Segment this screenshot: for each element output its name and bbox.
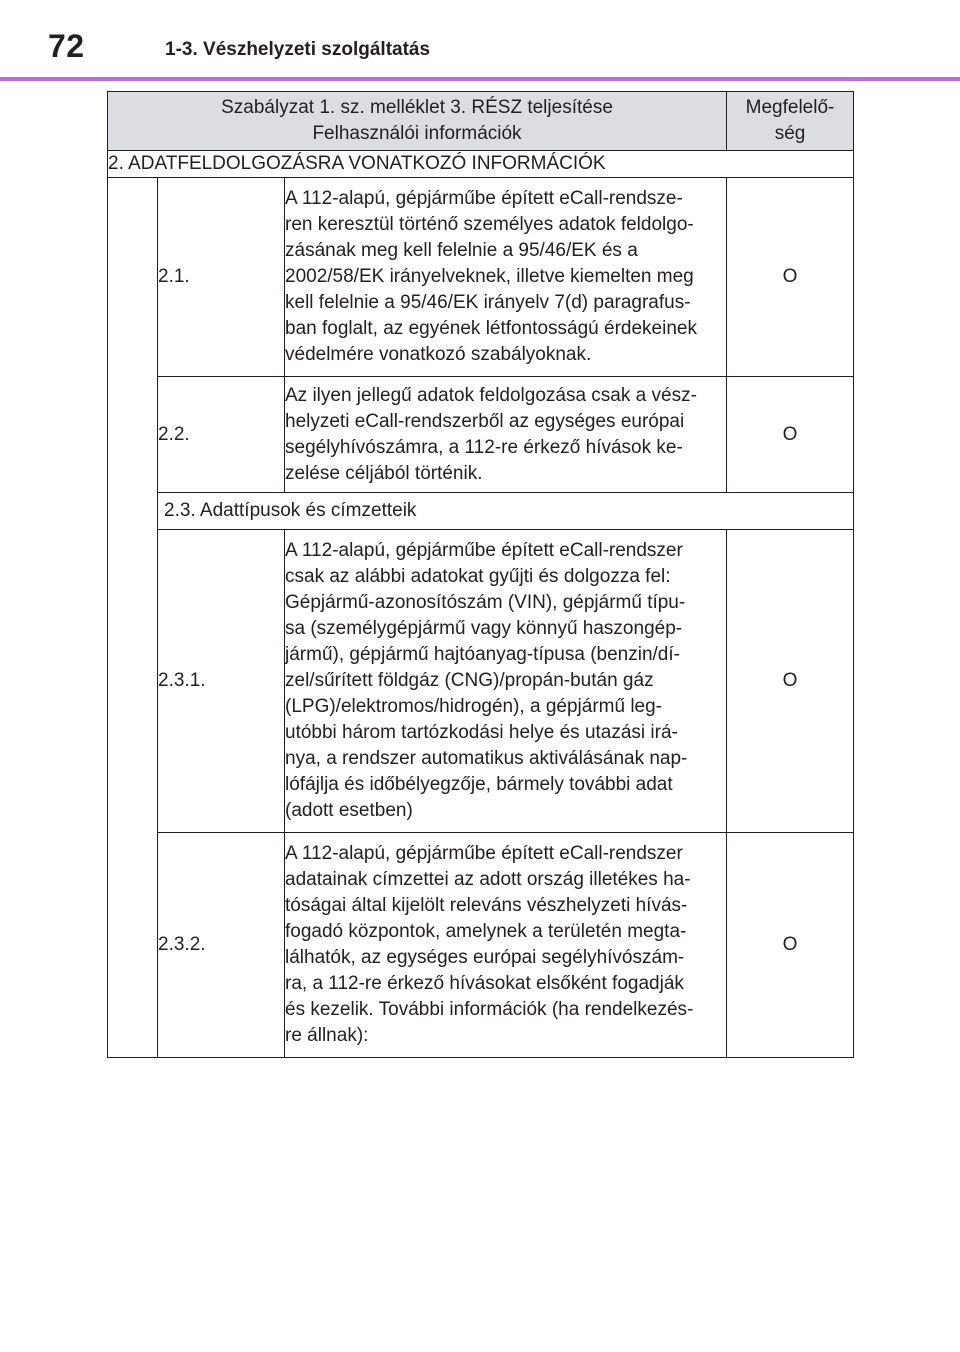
page-header [0, 0, 960, 80]
header-divider [0, 77, 960, 81]
description-line: lálhatók, az egységes európai segélyhívószám- [285, 947, 685, 968]
description-line: (adott esetben) [285, 800, 413, 821]
section-heading-row [108, 151, 854, 178]
description-line: adatainak címzettei az adott ország illetékes ha- [285, 869, 691, 890]
description-line: (LPG)/elektromos/hidrogén), a gépjármű leg- [285, 696, 663, 717]
description-line: re állnak): [285, 1025, 369, 1046]
description-line: Gépjármű-azonosítószám (VIN), gépjármű típu- [285, 592, 686, 613]
row-conformity: O [727, 530, 854, 833]
description-line: helyzeti eCall-rendszerből az egységes európai [285, 410, 685, 432]
table-header-title [108, 92, 727, 151]
description-line: 2002/58/EK irányelveknek, illetve kiemelten meg [285, 266, 694, 287]
row-number: 2.2. [158, 377, 285, 493]
description-line: ren keresztül történő személyes adatok feldolgo- [285, 214, 694, 235]
section-heading: 2. ADATFELDOLGOZÁSRA VONATKOZÓ INFORMÁCIÓK [108, 151, 854, 178]
description-line: és kezelik. További információk (ha rendelkezés- [285, 999, 694, 1020]
table-row [108, 377, 854, 493]
header-conformity-line: ség [774, 123, 806, 144]
description-line: zelése céljából történik. [285, 462, 483, 484]
description-line: nya, a rendszer automatikus aktiválásának nap- [285, 748, 688, 769]
description-line: segélyhívószámra, a 112-re érkező hívások ke- [285, 436, 683, 458]
description-line: A 112-alapú, gépjárműbe épített eCall-rendszer [285, 843, 683, 864]
description-line: védelmére vonatkozó szabályoknak. [285, 344, 592, 365]
table-row [108, 530, 854, 833]
indent-cell [108, 178, 158, 1058]
header-conformity-line: Megfelelő- [745, 97, 835, 118]
table-row [108, 178, 854, 377]
row-conformity: O [727, 178, 854, 377]
description-line: sa (személygépjármű vagy könnyű haszongép- [285, 618, 683, 639]
description-line: lófájlja és időbélyegzője, bármely további adat [285, 774, 673, 795]
description-line: csak az alábbi adatokat gyűjti és dolgozza fel: [285, 566, 671, 587]
table-row [108, 833, 854, 1058]
table-header-row [108, 92, 854, 151]
description-line: ra, a 112-re érkező hívásokat elsőként fogadják [285, 973, 684, 994]
subsection-heading-row [108, 493, 854, 530]
row-conformity: O [727, 833, 854, 1058]
description-line: Az ilyen jellegű adatok feldolgozása csak a vész- [285, 384, 697, 406]
description-line: kell felelnie a 95/46/EK irányelv 7(d) paragrafus- [285, 292, 691, 313]
description-line: A 112-alapú, gépjárműbe épített eCall-rendsze- [285, 188, 683, 209]
row-description [285, 178, 727, 377]
description-line: zel/sűrített földgáz (CNG)/propán-bután gáz [285, 670, 654, 691]
row-description [285, 833, 727, 1058]
row-number: 2.1. [158, 178, 285, 377]
row-conformity: O [727, 377, 854, 493]
description-line: fogadó központok, amelynek a területén megta- [285, 921, 687, 942]
description-line: tóságai által kijelölt releváns vészhelyzeti hívás- [285, 895, 688, 916]
description-line: zásának meg kell felelnie a 95/46/EK és a [285, 240, 638, 261]
row-number: 2.3.2. [158, 833, 285, 1058]
description-line: A 112-alapú, gépjárműbe épített eCall-rendszer [285, 540, 683, 561]
header-title-line: Felhasználói információk [312, 123, 522, 144]
regulation-table [107, 91, 854, 1058]
row-description [285, 377, 727, 493]
description-line: ban foglalt, az egyének létfontosságú érdekeinek [285, 318, 697, 339]
description-line: jármű), gépjármű hajtóanyag-típusa (benzin/dí- [285, 644, 680, 665]
section-title: 1-3. Vészhelyzeti szolgáltatás [165, 39, 431, 60]
page-number: 72 [48, 28, 85, 64]
table-header-conformity [727, 92, 854, 151]
subsection-heading: 2.3. Adattípusok és címzetteik [158, 493, 854, 530]
row-description [285, 530, 727, 833]
description-line: utóbbi három tartózkodási helye és utazási irá- [285, 722, 678, 743]
header-title-line: Szabályzat 1. sz. melléklet 3. RÉSZ teljesítése [221, 97, 613, 118]
row-number: 2.3.1. [158, 530, 285, 833]
